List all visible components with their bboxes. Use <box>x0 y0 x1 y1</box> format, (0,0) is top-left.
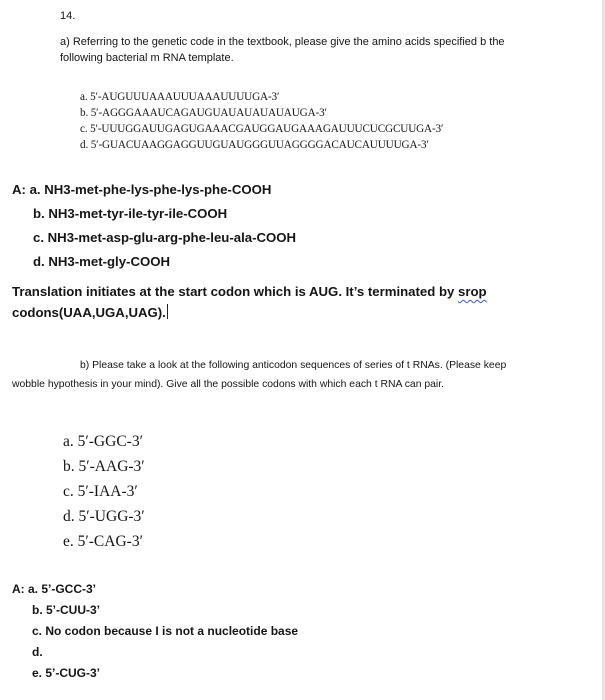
stop-codons-text: codons(UAA,UGA,UAG). <box>12 305 166 320</box>
translation-note-line-2 <box>12 301 168 325</box>
part-b-prompt-line-1: b) Please take a look at the following anticodon sequences of series of t RNAs. (Please keep <box>80 360 507 371</box>
mrna-sequence-b: b. 5′-AGGGAAAUCAGAUGUAUAUAUAUAUGA-3′ <box>80 107 327 119</box>
answer-b-line-d: d. <box>32 645 43 659</box>
anticodon-e: e. 5′-CAG-3′ <box>63 533 143 550</box>
part-a-prompt-line-2: following bacterial m RNA template. <box>60 52 234 64</box>
part-b-prompt-line-2: wobble hypothesis in your mind). Give all the possible codons with which each t RNA can pair. <box>12 379 445 390</box>
answer-a-line-b: b. NH3-met-tyr-ile-tyr-ile-COOH <box>33 206 228 221</box>
misspelled-word: srop <box>458 284 487 299</box>
answer-b-line-b: b. 5’-CUU-3’ <box>32 603 101 617</box>
translation-note-part-1: Translation initiates a <box>12 284 147 299</box>
mrna-sequence-c: c. 5′-UUUGGAUUGAGUGAAACGAUGGAUGAAAGAUUUCUCGCUUGA-3′ <box>80 123 444 135</box>
question-number: 14. <box>60 10 76 22</box>
answer-b-line-c: c. No codon because I is not a nucleotide base <box>32 624 299 638</box>
answer-b-line-a: A: a. 5’-GCC-3’ <box>12 582 97 596</box>
part-a-prompt-line-1: a) Referring to the genetic code in the textbook, please give the amino acids specified b the <box>60 36 505 48</box>
anticodon-c: c. 5′-IAA-3′ <box>63 483 138 500</box>
anticodon-a: a. 5′-GGC-3′ <box>63 433 143 450</box>
answer-a-line-a: A: a. NH3-met-phe-lys-phe-lys-phe-COOH <box>12 182 272 197</box>
text-cursor <box>167 304 168 319</box>
answer-b-line-e: e. 5’-CUG-3’ <box>32 666 101 680</box>
answer-a-line-d: d. NH3-met-gly-COOH <box>33 254 171 269</box>
anticodon-d: d. 5′-UGG-3′ <box>63 508 145 525</box>
translation-note-part-2: t the start codon which is AUG. It’s terminated by <box>146 284 459 299</box>
anticodon-b: b. 5′-AAG-3′ <box>63 458 145 475</box>
mrna-sequence-d: d. 5′-GUACUAAGGAGGUUGUAUGGGUUAGGGGACAUCAUUUUGA-3′ <box>80 139 429 151</box>
answer-a-line-c: c. NH3-met-asp-glu-arg-phe-leu-ala-COOH <box>33 230 297 245</box>
mrna-sequence-a: a. 5′-AUGUUUAAAUUUAAAUUUUGA-3′ <box>80 91 280 103</box>
